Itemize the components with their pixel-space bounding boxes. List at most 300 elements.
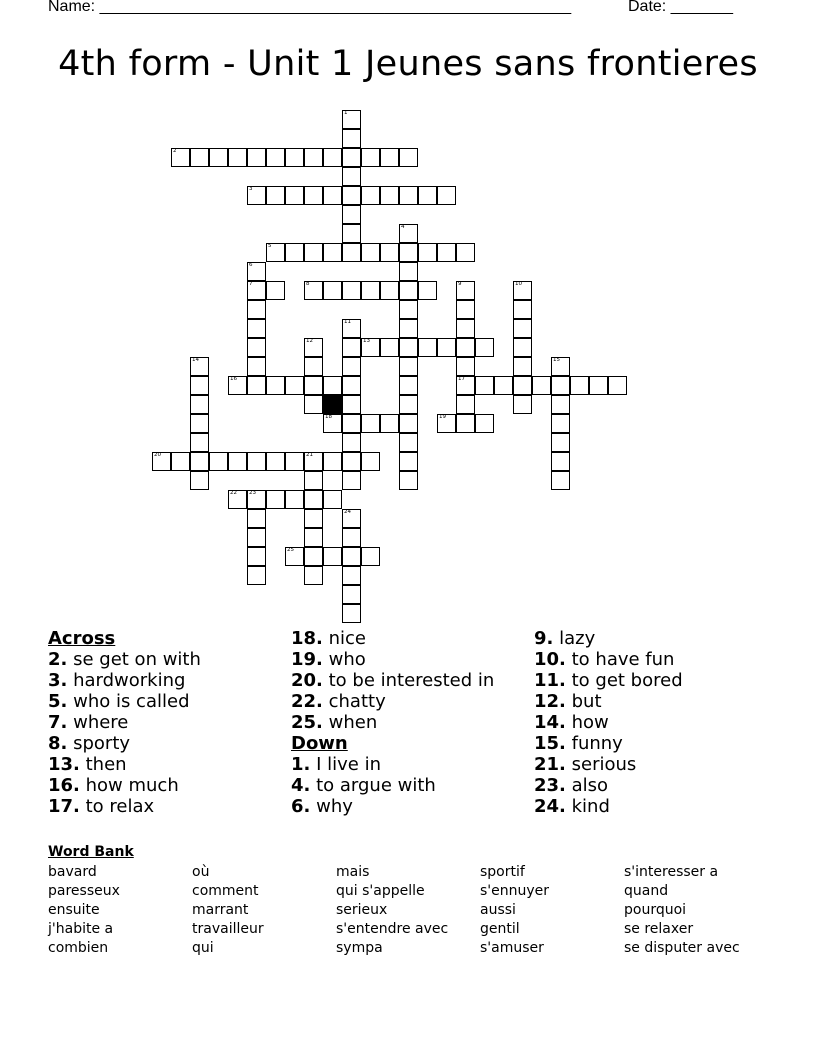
clue-item xyxy=(48,712,288,733)
clue-number: 2 xyxy=(173,148,177,154)
crossword-cell[interactable] xyxy=(589,376,608,395)
crossword-cell[interactable] xyxy=(247,528,266,547)
crossword-cell[interactable] xyxy=(399,243,418,262)
crossword-cell[interactable] xyxy=(361,148,380,167)
clue-number: 11 xyxy=(344,319,351,325)
down-heading: Down xyxy=(291,733,348,754)
crossword-cell[interactable] xyxy=(342,471,361,490)
crossword-cell[interactable] xyxy=(399,281,418,300)
crossword-cell[interactable] xyxy=(551,414,570,433)
crossword-cell[interactable] xyxy=(437,414,456,433)
clue-text: where xyxy=(67,712,129,733)
clue-number-label: 9. xyxy=(534,628,554,649)
crossword-cell[interactable] xyxy=(266,490,285,509)
clue-number: 5 xyxy=(268,243,272,249)
clue-item xyxy=(48,733,288,754)
clue-item xyxy=(48,775,288,796)
crossword-cell[interactable] xyxy=(247,262,266,281)
clue-item xyxy=(534,796,774,817)
crossword-cell[interactable] xyxy=(437,243,456,262)
crossword-cell[interactable] xyxy=(418,281,437,300)
crossword-cell[interactable] xyxy=(247,319,266,338)
clue-number: 8 xyxy=(306,281,310,287)
crossword-cell[interactable] xyxy=(342,110,361,129)
clue-text: I live in xyxy=(310,754,381,775)
crossword-cell[interactable] xyxy=(608,376,627,395)
crossword-cell[interactable] xyxy=(228,148,247,167)
clue-text: when xyxy=(322,712,378,733)
crossword-cell[interactable] xyxy=(399,300,418,319)
crossword-cell[interactable] xyxy=(513,300,532,319)
crossword-cell[interactable] xyxy=(399,224,418,243)
clue-number: 18 xyxy=(325,414,332,420)
crossword-cell[interactable] xyxy=(551,376,570,395)
clue-number-label: 10. xyxy=(534,649,566,670)
crossword-cell[interactable] xyxy=(209,148,228,167)
crossword-cell[interactable] xyxy=(247,338,266,357)
clue-number: 24 xyxy=(344,509,351,515)
clue-text: how xyxy=(565,712,609,733)
crossword-cell[interactable] xyxy=(266,148,285,167)
crossword-cell[interactable] xyxy=(323,414,342,433)
clue-number: 15 xyxy=(553,357,560,363)
word-bank-word: qui xyxy=(192,940,214,956)
clue-text: to relax xyxy=(79,796,155,817)
crossword-cell[interactable] xyxy=(247,566,266,585)
word-bank-word: se disputer avec xyxy=(624,940,740,956)
crossword-cell[interactable] xyxy=(304,186,323,205)
clue-text: funny xyxy=(565,733,623,754)
crossword-cell[interactable] xyxy=(342,414,361,433)
crossword-cell[interactable] xyxy=(342,528,361,547)
crossword-cell[interactable] xyxy=(304,338,323,357)
clue-number: 16 xyxy=(230,376,237,382)
clue-number-label: 24. xyxy=(534,796,566,817)
clue-text: to have fun xyxy=(565,649,675,670)
clue-item xyxy=(291,628,531,649)
crossword-cell[interactable] xyxy=(304,376,323,395)
word-bank-word: sportif xyxy=(480,864,525,880)
word-bank-word: gentil xyxy=(480,921,520,937)
crossword-cell[interactable] xyxy=(323,452,342,471)
word-bank-word: paresseux xyxy=(48,883,120,899)
crossword-cell[interactable] xyxy=(342,395,361,414)
crossword-cell[interactable] xyxy=(456,281,475,300)
clue-number-label: 1. xyxy=(291,754,311,775)
clue-item xyxy=(534,691,774,712)
crossword-cell[interactable] xyxy=(304,148,323,167)
crossword-cell[interactable] xyxy=(342,585,361,604)
word-bank-word: ensuite xyxy=(48,902,100,918)
crossword-cell[interactable] xyxy=(304,452,323,471)
crossword-cell[interactable] xyxy=(399,395,418,414)
crossword-cell[interactable] xyxy=(247,186,266,205)
clue-text: but xyxy=(565,691,602,712)
crossword-cell[interactable] xyxy=(228,376,247,395)
clue-item xyxy=(48,670,288,691)
crossword-cell[interactable] xyxy=(285,243,304,262)
crossword-cell[interactable] xyxy=(323,490,342,509)
crossword-cell[interactable] xyxy=(266,243,285,262)
crossword-cell[interactable] xyxy=(342,452,361,471)
crossword-cell[interactable] xyxy=(190,414,209,433)
clue-number-label: 20. xyxy=(291,670,323,691)
crossword-cell[interactable] xyxy=(456,414,475,433)
clue-text: se get on with xyxy=(67,649,201,670)
clue-item xyxy=(291,649,531,670)
crossword-cell[interactable] xyxy=(361,452,380,471)
crossword-cell[interactable] xyxy=(152,452,171,471)
crossword-cell[interactable] xyxy=(342,186,361,205)
clue-number: 4 xyxy=(401,224,405,230)
crossword-cell[interactable] xyxy=(456,395,475,414)
crossword-cell[interactable] xyxy=(399,357,418,376)
name-field-label[interactable]: Name: _____________________________________________________ xyxy=(48,0,572,15)
clue-number: 13 xyxy=(363,338,370,344)
crossword-cell[interactable] xyxy=(342,509,361,528)
word-bank-column xyxy=(192,863,264,958)
word-bank-word: marrant xyxy=(192,902,249,918)
crossword-cell[interactable] xyxy=(380,414,399,433)
word-bank-word: bavard xyxy=(48,864,97,880)
crossword-cell[interactable] xyxy=(342,376,361,395)
crossword-cell[interactable] xyxy=(418,338,437,357)
clue-number: 21 xyxy=(306,452,313,458)
crossword-cell[interactable] xyxy=(304,357,323,376)
crossword-cell[interactable] xyxy=(513,281,532,300)
crossword-cell[interactable] xyxy=(532,376,551,395)
crossword-cell[interactable] xyxy=(323,186,342,205)
crossword-cell[interactable] xyxy=(304,566,323,585)
crossword-cell[interactable] xyxy=(551,395,570,414)
clue-item xyxy=(48,649,288,670)
word-bank-title: Word Bank xyxy=(48,844,134,860)
crossword-cell[interactable] xyxy=(304,471,323,490)
crossword-cell[interactable] xyxy=(190,452,209,471)
crossword-cell[interactable] xyxy=(190,148,209,167)
crossword-cell[interactable] xyxy=(456,243,475,262)
crossword-cell[interactable] xyxy=(266,452,285,471)
crossword-cell[interactable] xyxy=(418,243,437,262)
crossword-cell[interactable] xyxy=(399,433,418,452)
crossword-cell[interactable] xyxy=(342,357,361,376)
clue-number-label: 13. xyxy=(48,754,80,775)
word-bank-column xyxy=(48,863,120,958)
clue-text: chatty xyxy=(322,691,386,712)
crossword-cell[interactable] xyxy=(342,547,361,566)
crossword-cell[interactable] xyxy=(399,262,418,281)
crossword-cell[interactable] xyxy=(437,186,456,205)
word-bank-word: pourquoi xyxy=(624,902,687,918)
crossword-cell[interactable] xyxy=(323,281,342,300)
clue-item xyxy=(291,712,531,733)
clue-item xyxy=(291,670,531,691)
crossword-cell[interactable] xyxy=(304,490,323,509)
crossword-cell[interactable] xyxy=(304,547,323,566)
clue-item xyxy=(534,670,774,691)
crossword-cell[interactable] xyxy=(247,452,266,471)
clue-text: nice xyxy=(322,628,366,649)
crossword-cell[interactable] xyxy=(342,338,361,357)
crossword-cell[interactable] xyxy=(190,471,209,490)
crossword-cell[interactable] xyxy=(266,281,285,300)
clue-item xyxy=(534,733,774,754)
clues-column-2 xyxy=(291,628,531,817)
crossword-cell[interactable] xyxy=(342,604,361,623)
crossword-cell[interactable] xyxy=(513,376,532,395)
across-heading: Across xyxy=(48,628,116,649)
clue-item xyxy=(48,691,288,712)
crossword-cell[interactable] xyxy=(399,148,418,167)
word-bank-word: comment xyxy=(192,883,259,899)
clue-item xyxy=(534,649,774,670)
word-bank-word: se relaxer xyxy=(624,921,694,937)
crossword-cell[interactable] xyxy=(247,376,266,395)
crossword-cell[interactable] xyxy=(228,452,247,471)
clue-number: 25 xyxy=(287,547,294,553)
clues-column-1 xyxy=(48,628,288,817)
crossword-cell[interactable] xyxy=(399,376,418,395)
crossword-cell[interactable] xyxy=(513,319,532,338)
clues-column-3 xyxy=(534,628,774,817)
crossword-cell[interactable] xyxy=(551,471,570,490)
crossword-cell[interactable] xyxy=(304,528,323,547)
clue-number: 14 xyxy=(192,357,199,363)
crossword-cell[interactable] xyxy=(456,319,475,338)
crossword-cell[interactable] xyxy=(285,376,304,395)
crossword-cell[interactable] xyxy=(247,509,266,528)
crossword-cell[interactable] xyxy=(361,281,380,300)
word-bank-word: s'amuser xyxy=(480,940,544,956)
crossword-cell[interactable] xyxy=(551,433,570,452)
word-bank-word: s'interesser a xyxy=(624,864,719,880)
crossword-cell[interactable] xyxy=(342,243,361,262)
word-bank-word: sympa xyxy=(336,940,383,956)
crossword-cell[interactable] xyxy=(285,148,304,167)
clue-item xyxy=(291,754,531,775)
clue-number: 3 xyxy=(249,186,253,192)
crossword-cell[interactable] xyxy=(342,319,361,338)
word-bank-word: mais xyxy=(336,864,370,880)
crossword-cell[interactable] xyxy=(304,243,323,262)
crossword-cell[interactable] xyxy=(513,395,532,414)
crossword-cell[interactable] xyxy=(418,186,437,205)
crossword-cell[interactable] xyxy=(323,376,342,395)
crossword-cell[interactable] xyxy=(171,148,190,167)
crossword-cell[interactable] xyxy=(399,338,418,357)
crossword-cell[interactable] xyxy=(266,186,285,205)
clue-text: serious xyxy=(565,754,637,775)
word-bank-word: où xyxy=(192,864,210,880)
crossword-cell[interactable] xyxy=(399,186,418,205)
crossword-cell[interactable] xyxy=(494,376,513,395)
crossword-cell[interactable] xyxy=(361,338,380,357)
clue-text: how much xyxy=(79,775,179,796)
clue-item xyxy=(291,691,531,712)
clue-number: 10 xyxy=(515,281,522,287)
crossword-cell[interactable] xyxy=(475,338,494,357)
crossword-cell[interactable] xyxy=(399,471,418,490)
clue-item xyxy=(534,775,774,796)
crossword-cell[interactable] xyxy=(380,186,399,205)
crossword-cell[interactable] xyxy=(228,490,247,509)
word-bank-word: aussi xyxy=(480,902,516,918)
crossword-cell[interactable] xyxy=(247,281,266,300)
crossword-cell[interactable] xyxy=(285,452,304,471)
clue-number-label: 25. xyxy=(291,712,323,733)
word-bank-word: j'habite a xyxy=(48,921,114,937)
clue-number-label: 5. xyxy=(48,691,68,712)
clue-item xyxy=(534,628,774,649)
clue-number: 6 xyxy=(249,262,253,268)
black-square xyxy=(323,395,342,414)
crossword-cell[interactable] xyxy=(361,414,380,433)
crossword-cell[interactable] xyxy=(304,281,323,300)
crossword-cell[interactable] xyxy=(475,376,494,395)
crossword-cell[interactable] xyxy=(171,452,190,471)
crossword-cell[interactable] xyxy=(342,224,361,243)
clue-text: sporty xyxy=(67,733,131,754)
crossword-cell[interactable] xyxy=(380,243,399,262)
crossword-cell[interactable] xyxy=(437,338,456,357)
crossword-cell[interactable] xyxy=(551,357,570,376)
clue-text: kind xyxy=(565,796,610,817)
clue-number-label: 18. xyxy=(291,628,323,649)
date-field-label[interactable]: Date: _______ xyxy=(628,0,733,15)
page-title: 4th form - Unit 1 Jeunes sans frontieres xyxy=(58,44,758,84)
crossword-cell[interactable] xyxy=(209,452,228,471)
crossword-cell[interactable] xyxy=(190,357,209,376)
crossword-cell[interactable] xyxy=(304,395,323,414)
crossword-cell[interactable] xyxy=(456,300,475,319)
clue-number-label: 19. xyxy=(291,649,323,670)
clue-number-label: 8. xyxy=(48,733,68,754)
word-bank-word: serieux xyxy=(336,902,388,918)
clue-item xyxy=(534,712,774,733)
clue-number: 7 xyxy=(249,281,253,287)
clue-number: 17 xyxy=(458,376,465,382)
crossword-cell[interactable] xyxy=(285,547,304,566)
clue-text: who xyxy=(322,649,366,670)
crossword-cell[interactable] xyxy=(456,357,475,376)
clue-number: 20 xyxy=(154,452,161,458)
crossword-cell[interactable] xyxy=(190,376,209,395)
crossword-cell[interactable] xyxy=(475,414,494,433)
word-bank-word: qui s'appelle xyxy=(336,883,425,899)
crossword-cell[interactable] xyxy=(361,547,380,566)
clue-text: to argue with xyxy=(310,775,436,796)
crossword-cell[interactable] xyxy=(513,357,532,376)
clue-number: 9 xyxy=(458,281,462,287)
clue-text: why xyxy=(310,796,353,817)
crossword-cell[interactable] xyxy=(380,148,399,167)
clue-number: 12 xyxy=(306,338,313,344)
crossword-cell[interactable] xyxy=(285,186,304,205)
crossword-cell[interactable] xyxy=(342,281,361,300)
clue-number-label: 17. xyxy=(48,796,80,817)
clue-number-label: 15. xyxy=(534,733,566,754)
clue-number-label: 23. xyxy=(534,775,566,796)
crossword-cell[interactable] xyxy=(247,300,266,319)
clue-number-label: 7. xyxy=(48,712,68,733)
clue-number: 23 xyxy=(249,490,256,496)
clue-number: 1 xyxy=(344,110,348,116)
crossword-cell[interactable] xyxy=(456,376,475,395)
crossword-cell[interactable] xyxy=(285,490,304,509)
crossword-cell[interactable] xyxy=(190,395,209,414)
crossword-cell[interactable] xyxy=(456,338,475,357)
crossword-cell[interactable] xyxy=(399,452,418,471)
crossword-cell[interactable] xyxy=(323,547,342,566)
crossword-cell[interactable] xyxy=(361,243,380,262)
clue-number-label: 4. xyxy=(291,775,311,796)
crossword-cell[interactable] xyxy=(342,433,361,452)
crossword-cell[interactable] xyxy=(247,490,266,509)
crossword-cell[interactable] xyxy=(342,129,361,148)
clue-number-label: 22. xyxy=(291,691,323,712)
crossword-cell[interactable] xyxy=(570,376,589,395)
clue-text: then xyxy=(79,754,127,775)
word-bank-column xyxy=(624,863,740,958)
clue-number-label: 16. xyxy=(48,775,80,796)
crossword-cell[interactable] xyxy=(380,338,399,357)
clue-number-label: 11. xyxy=(534,670,566,691)
crossword-cell[interactable] xyxy=(247,357,266,376)
crossword-cell[interactable] xyxy=(380,281,399,300)
crossword-cell[interactable] xyxy=(399,319,418,338)
crossword-cell[interactable] xyxy=(342,167,361,186)
crossword-cell[interactable] xyxy=(513,338,532,357)
clue-text: who is called xyxy=(67,691,190,712)
clue-text: lazy xyxy=(553,628,596,649)
crossword-cell[interactable] xyxy=(323,148,342,167)
crossword-cell[interactable] xyxy=(342,148,361,167)
word-bank-word: s'ennuyer xyxy=(480,883,550,899)
clue-text: to get bored xyxy=(565,670,683,691)
word-bank-column xyxy=(480,863,549,958)
crossword-cell[interactable] xyxy=(304,509,323,528)
clue-number-label: 6. xyxy=(291,796,311,817)
crossword-cell[interactable] xyxy=(190,433,209,452)
clue-item xyxy=(48,796,288,817)
clue-item xyxy=(291,796,531,817)
crossword-cell[interactable] xyxy=(323,243,342,262)
word-bank-column xyxy=(336,863,448,958)
clue-text: also xyxy=(565,775,609,796)
clue-item xyxy=(291,775,531,796)
clue-number-label: 2. xyxy=(48,649,68,670)
word-bank-word: quand xyxy=(624,883,669,899)
crossword-cell[interactable] xyxy=(247,547,266,566)
crossword-cell[interactable] xyxy=(247,148,266,167)
crossword-cell[interactable] xyxy=(342,566,361,585)
crossword-cell[interactable] xyxy=(266,376,285,395)
clue-number: 19 xyxy=(439,414,446,420)
crossword-cell[interactable] xyxy=(342,205,361,224)
clue-number-label: 14. xyxy=(534,712,566,733)
crossword-cell[interactable] xyxy=(361,186,380,205)
word-bank-word: travailleur xyxy=(192,921,264,937)
clue-number-label: 3. xyxy=(48,670,68,691)
clue-number-label: 21. xyxy=(534,754,566,775)
crossword-cell[interactable] xyxy=(399,414,418,433)
clue-text: hardworking xyxy=(67,670,186,691)
clue-item xyxy=(534,754,774,775)
crossword-cell[interactable] xyxy=(551,452,570,471)
clue-item xyxy=(48,754,288,775)
clue-number-label: 12. xyxy=(534,691,566,712)
word-bank-word: combien xyxy=(48,940,109,956)
